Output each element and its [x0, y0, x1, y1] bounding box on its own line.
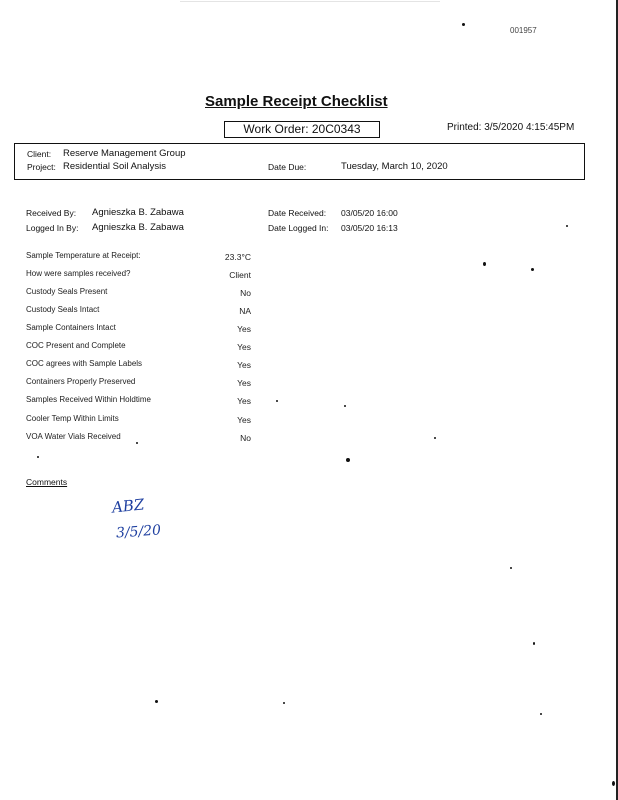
checklist-item-value: Client [229, 270, 251, 280]
date-due-label: Date Due: [268, 162, 307, 172]
client-value: Reserve Management Group [63, 148, 186, 159]
scan-speck [533, 642, 535, 645]
page-title: Sample Receipt Checklist [205, 93, 388, 110]
scan-speck [510, 567, 512, 569]
work-order-box: Work Order: 20C0343 [224, 121, 380, 138]
checklist-item-label: Samples Received Within Holdtime [26, 395, 151, 404]
client-label: Client: [27, 149, 52, 159]
scan-speck [566, 225, 568, 227]
logged-in-by-label: Logged In By: [26, 223, 79, 233]
scan-speck [531, 268, 534, 271]
handwritten-initials: ABZ [111, 495, 146, 517]
checklist-item-label: Cooler Temp Within Limits [26, 414, 119, 423]
checklist-item-value: Yes [237, 360, 251, 370]
scan-speck [344, 405, 346, 407]
checklist-item-value: Yes [237, 324, 251, 334]
scan-speck [434, 437, 436, 439]
printed-timestamp: Printed: 3/5/2020 4:15:45PM [447, 122, 575, 133]
checklist-item-label: Custody Seals Present [26, 287, 108, 296]
checklist-item-value: NA [239, 306, 251, 316]
checklist-item-label: VOA Water Vials Received [26, 432, 121, 441]
scan-speck [37, 456, 39, 458]
checklist-item-value: Yes [237, 378, 251, 388]
checklist-item-value: No [240, 288, 251, 298]
checklist-item-label: Sample Containers Intact [26, 323, 116, 332]
checklist-item-label: How were samples received? [26, 269, 131, 278]
scan-speck [283, 702, 285, 704]
project-value: Residential Soil Analysis [63, 161, 166, 172]
date-received-value: 03/05/20 16:00 [341, 208, 398, 218]
scan-speck [276, 400, 278, 402]
page-number: 001957 [510, 26, 537, 35]
scan-speck [612, 781, 615, 786]
checklist-item-label: Sample Temperature at Receipt: [26, 251, 141, 260]
date-logged-label: Date Logged In: [268, 223, 329, 233]
checklist-item-value: Yes [237, 342, 251, 352]
logged-in-by-value: Agnieszka B. Zabawa [92, 222, 184, 233]
scan-speck [155, 700, 158, 703]
checklist-item-label: COC agrees with Sample Labels [26, 359, 143, 368]
checklist-item-value: No [240, 433, 251, 443]
received-by-value: Agnieszka B. Zabawa [92, 207, 184, 218]
date-logged-value: 03/05/20 16:13 [341, 223, 398, 233]
date-due-value: Tuesday, March 10, 2020 [341, 161, 448, 172]
checklist-item-value: 23.3°C [224, 252, 251, 262]
checklist-item-value: Yes [237, 396, 251, 406]
date-received-label: Date Received: [268, 208, 327, 218]
checklist-item-label: Custody Seals Intact [26, 305, 100, 314]
received-by-label: Received By: [26, 208, 77, 218]
scan-speck [136, 442, 138, 444]
scan-speck [540, 713, 542, 715]
scan-speck [346, 458, 350, 462]
scan-speck [462, 23, 465, 26]
comments-heading: Comments [26, 477, 68, 487]
scan-artifact-line [180, 1, 440, 2]
checklist-item-label: Containers Properly Preserved [26, 377, 136, 386]
checklist-item-value: Yes [237, 415, 251, 425]
handwritten-date: 3/5/20 [115, 522, 162, 542]
checklist-item-label: COC Present and Complete [26, 341, 126, 350]
project-label: Project: [27, 162, 56, 172]
scan-speck [483, 262, 486, 266]
